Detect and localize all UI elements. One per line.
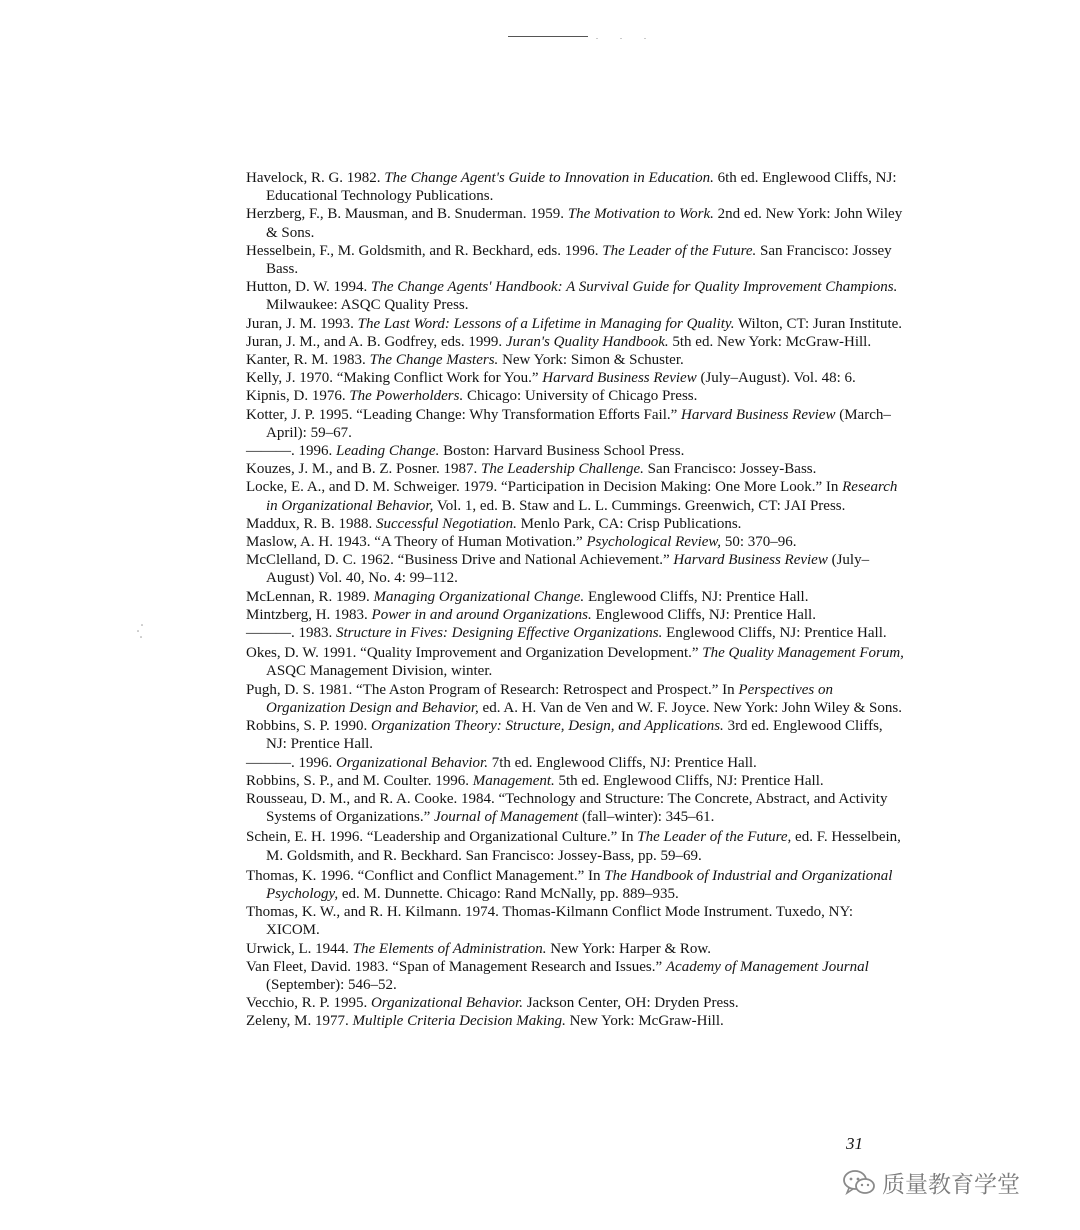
reference-title: Research in Organizational Behavior,: [266, 479, 898, 514]
reference-entry: [246, 754, 906, 772]
reference-publication-text: ed. F. Hesselbein, M. Goldsmith, and R. Beckhard. San Francisco: Jossey-Bass, pp. 59–69.: [266, 829, 901, 864]
reference-entry: [246, 369, 906, 387]
reference-entry: [246, 205, 906, 241]
reference-publication-text: ed. M. Dunnette. Chicago: Rand McNally, pp. 889–935.: [338, 885, 679, 902]
reference-publication-text: Chicago: University of Chicago Press.: [463, 388, 698, 405]
reference-entry: [246, 588, 906, 606]
reference-publication-text: San Francisco: Jossey-Bass.: [643, 461, 817, 478]
reference-entry: [246, 315, 906, 333]
reference-title: Leading Change.: [336, 443, 440, 460]
reference-author-text: Maddux, R. B. 1988.: [246, 515, 377, 532]
reference-entry: [246, 515, 906, 533]
reference-publication-text: Menlo Park, CA: Crisp Publications.: [516, 515, 742, 532]
reference-title: Structure in Fives: Designing Effective Organizations.: [336, 625, 663, 642]
reference-author-text: Robbins, S. P., and M. Coulter. 1996.: [246, 772, 473, 789]
wechat-icon: [842, 1169, 876, 1197]
reference-author-text: Kipnis, D. 1976.: [246, 388, 350, 405]
reference-title: Perspectives on Organization Design and Behavior,: [266, 681, 833, 716]
reference-entry: [246, 278, 906, 314]
reference-publication-text: Vol. 1, ed. B. Staw and L. L. Cummings. Greenwich, CT: JAI Press.: [433, 497, 846, 514]
reference-author-text: Kotter, J. P. 1995. “Leading Change: Why Transformation Efforts Fail.”: [246, 406, 682, 423]
reference-author-text: Juran, J. M. 1993.: [246, 315, 358, 332]
reference-publication-text: New York: Simon & Schuster.: [498, 352, 684, 369]
reference-publication-text: Englewood Cliffs, NJ: Prentice Hall.: [591, 606, 816, 623]
reference-author-text: Robbins, S. P. 1990.: [246, 718, 372, 735]
reference-entry: [246, 533, 906, 551]
reference-title: The Quality Management Forum,: [702, 645, 904, 662]
reference-author-text: Mintzberg, H. 1983.: [246, 606, 372, 623]
reference-title: Multiple Criteria Decision Making.: [352, 1013, 566, 1030]
reference-publication-text: Englewood Cliffs, NJ: Prentice Hall.: [662, 625, 887, 642]
reference-publication-text: ed. A. H. Van de Ven and W. F. Joyce. New York: John Wiley & Sons.: [478, 699, 902, 716]
reference-title: Psychological Review,: [586, 534, 722, 551]
reference-title: The Change Masters.: [369, 352, 499, 369]
reference-publication-text: (March–April): 59–67.: [266, 406, 891, 441]
reference-publication-text: 50: 370–96.: [721, 534, 797, 551]
reference-author-text: Van Fleet, David. 1983. “Span of Management Research and Issues.”: [246, 958, 666, 975]
reference-title: The Leader of the Future,: [637, 829, 792, 846]
reference-entry: [246, 867, 906, 903]
reference-title: Academy of Management Journal: [665, 958, 869, 975]
reference-publication-text: (July–August) Vol. 40, No. 4: 99–112.: [266, 552, 870, 587]
reference-author-text: Havelock, R. G. 1982.: [246, 170, 385, 186]
reference-title: Successful Negotiation.: [376, 515, 517, 532]
margin-speck: [134, 622, 146, 640]
reference-entry: [246, 606, 906, 624]
reference-entry: [246, 478, 906, 514]
reference-title: Managing Organizational Change.: [373, 588, 585, 605]
reference-entry: [246, 169, 906, 205]
reference-title: Harvard Business Review: [542, 370, 697, 387]
reference-entry: [246, 958, 906, 994]
reference-title: Organization Theory: Structure, Design, and Applications.: [371, 718, 724, 735]
reference-author-text: ———. 1996.: [246, 754, 336, 771]
reference-entry: [246, 387, 906, 405]
watermark-text: 质量教育学堂: [882, 1172, 1020, 1198]
reference-author-text: Zeleny, M. 1977.: [246, 1013, 353, 1030]
reference-title: The Powerholders.: [349, 388, 464, 405]
reference-list: [246, 169, 906, 1031]
reference-author-text: Hutton, D. W. 1994.: [246, 279, 372, 296]
reference-entry: [246, 790, 906, 826]
top-dots: . . .: [596, 32, 656, 41]
reference-entry: [246, 406, 906, 442]
reference-entry: [246, 624, 906, 642]
reference-author-text: ———. 1983.: [246, 625, 336, 642]
reference-author-text: Hesselbein, F., M. Goldsmith, and R. Beckhard, eds. 1996.: [246, 242, 603, 259]
watermark: [842, 1166, 1020, 1199]
reference-entry: [246, 551, 906, 587]
reference-publication-text: New York: Harper & Row.: [546, 940, 711, 957]
reference-author-text: McClelland, D. C. 1962. “Business Drive and National Achievement.”: [246, 552, 674, 569]
reference-entry: [246, 772, 906, 790]
reference-author-text: Okes, D. W. 1991. “Quality Improvement and Organization Development.”: [246, 645, 703, 662]
reference-publication-text: 5th ed. Englewood Cliffs, NJ: Prentice Hall.: [554, 772, 824, 789]
reference-author-text: McLennan, R. 1989.: [246, 588, 374, 605]
reference-entry: [246, 994, 906, 1012]
reference-publication-text: Boston: Harvard Business School Press.: [439, 443, 685, 460]
reference-title: Management.: [472, 772, 555, 789]
reference-author-text: Juran, J. M., and A. B. Godfrey, eds. 1999.: [246, 333, 506, 350]
reference-author-text: Herzberg, F., B. Mausman, and B. Snuderman. 1959.: [246, 206, 568, 223]
reference-author-text: Urwick, L. 1944.: [246, 940, 353, 957]
reference-title: Harvard Business Review: [681, 406, 836, 423]
reference-publication-text: 3rd ed. Englewood Cliffs, NJ: Prentice Hall.: [266, 718, 883, 753]
reference-author-text: Thomas, K. 1996. “Conflict and Conflict Management.” In: [246, 867, 605, 884]
reference-title: The Motivation to Work.: [567, 206, 714, 223]
reference-publication-text: ASQC Management Division, winter.: [266, 663, 493, 680]
reference-entry: [246, 1012, 906, 1030]
reference-title: The Handbook of Industrial and Organizational Psychology,: [266, 867, 893, 902]
reference-title: The Change Agents' Handbook: A Survival Guide for Quality Improvement Champions.: [371, 279, 898, 296]
reference-publication-text: New York: McGraw-Hill.: [565, 1013, 724, 1030]
reference-author-text: Vecchio, R. P. 1995.: [246, 995, 371, 1012]
reference-author-text: Rousseau, D. M., and R. A. Cooke. 1984. “Technology and Structure: The Concrete, Abstract, and Activity Systems of Organizations.”: [246, 790, 888, 826]
reference-title: Harvard Business Review: [673, 552, 828, 569]
reference-author-text: Kelly, J. 1970. “Making Conflict Work for You.”: [246, 370, 543, 387]
reference-entry: [246, 903, 906, 939]
reference-entry: [246, 442, 906, 460]
reference-entry: [246, 717, 906, 753]
reference-entry: [246, 940, 906, 958]
reference-publication-text: 5th ed. New York: McGraw-Hill.: [668, 333, 872, 350]
reference-title: Organizational Behavior.: [371, 995, 523, 1012]
reference-title: The Last Word: Lessons of a Lifetime in Managing for Quality.: [357, 315, 735, 332]
reference-author-text: Pugh, D. S. 1981. “The Aston Program of Research: Retrospect and Prospect.” In: [246, 681, 739, 698]
reference-entry: [246, 333, 906, 351]
reference-author-text: Kanter, R. M. 1983.: [246, 352, 370, 369]
reference-title: The Leadership Challenge.: [481, 461, 644, 478]
reference-publication-text: Wilton, CT: Juran Institute.: [734, 315, 903, 332]
reference-publication-text: Englewood Cliffs, NJ: Prentice Hall.: [584, 588, 809, 605]
reference-entry: [246, 828, 906, 864]
reference-publication-text: (fall–winter): 345–61.: [578, 809, 715, 826]
reference-publication-text: Jackson Center, OH: Dryden Press.: [522, 995, 739, 1012]
reference-publication-text: (July–August). Vol. 48: 6.: [696, 370, 856, 387]
reference-author-text: Schein, E. H. 1996. “Leadership and Organizational Culture.” In: [246, 829, 638, 846]
reference-author-text: Kouzes, J. M., and B. Z. Posner. 1987.: [246, 461, 481, 478]
reference-title: The Leader of the Future.: [602, 242, 757, 259]
reference-publication-text: 7th ed. Englewood Cliffs, NJ: Prentice Hall.: [487, 754, 757, 771]
reference-publication-text: (September): 546–52.: [266, 976, 397, 993]
reference-title: Organizational Behavior.: [336, 754, 488, 771]
reference-publication-text: 6th ed. Englewood Cliffs, NJ: Educational Technology Publications.: [266, 170, 897, 205]
reference-author-text: ———. 1996.: [246, 443, 336, 460]
reference-publication-text: 2nd ed. New York: John Wiley & Sons.: [266, 206, 903, 241]
reference-entry: [246, 460, 906, 478]
reference-entry: [246, 681, 906, 717]
page-number: 31: [846, 1134, 863, 1153]
reference-title: The Elements of Administration.: [352, 940, 547, 957]
reference-entry: [246, 351, 906, 369]
reference-author-text: Maslow, A. H. 1943. “A Theory of Human Motivation.”: [246, 534, 587, 551]
reference-title: Power in and around Organizations.: [371, 606, 592, 623]
reference-entry: [246, 242, 906, 278]
reference-title: Juran's Quality Handbook.: [505, 333, 669, 350]
reference-title: The Change Agent's Guide to Innovation in Education.: [384, 170, 714, 186]
reference-entry: [246, 644, 906, 680]
reference-publication-text: San Francisco: Jossey Bass.: [266, 242, 892, 278]
reference-title: Journal of Management: [434, 809, 579, 826]
top-rule: [508, 36, 588, 37]
reference-author-text: Thomas, K. W., and R. H. Kilmann. 1974. Thomas-Kilmann Conflict Mode Instrument. Tuxedo, NY: XICOM.: [246, 904, 854, 939]
reference-author-text: Locke, E. A., and D. M. Schweiger. 1979. “Participation in Decision Making: One More Look.” In: [246, 479, 843, 496]
reference-publication-text: Milwaukee: ASQC Quality Press.: [266, 297, 469, 314]
